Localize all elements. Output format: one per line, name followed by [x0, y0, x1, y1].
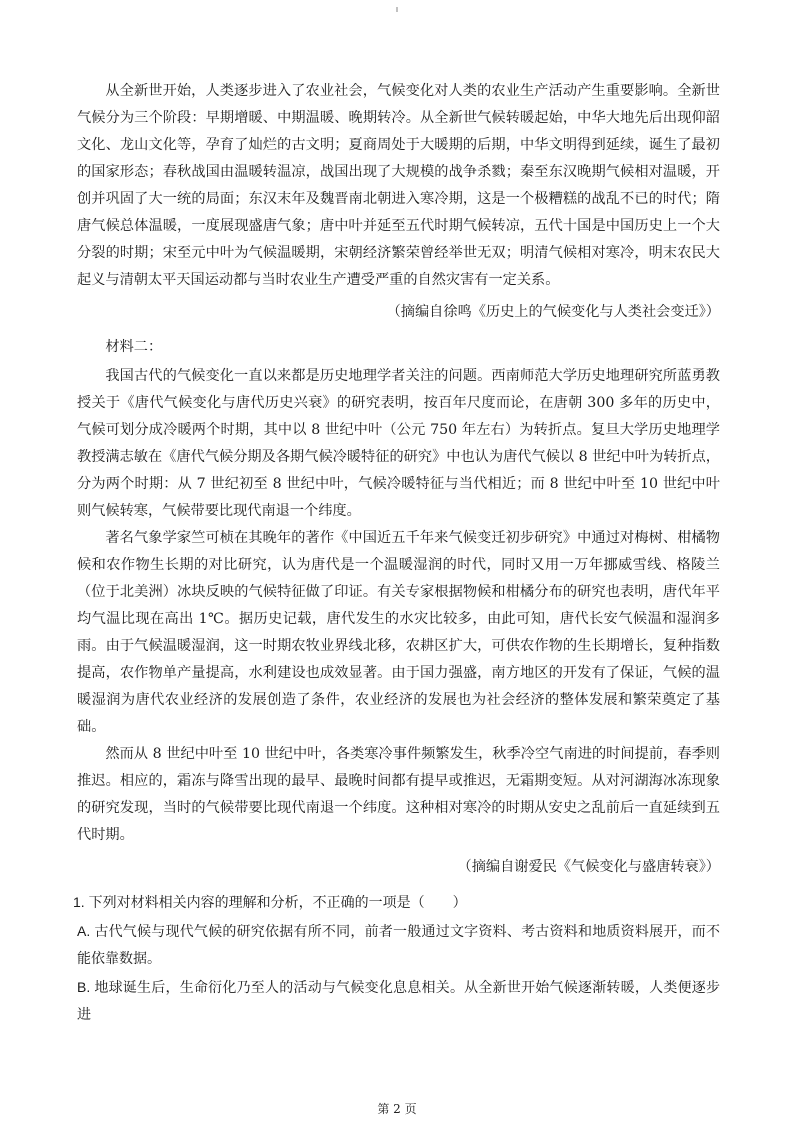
material2-paragraph-1: 我国古代的气候变化一直以来都是历史地理学者关注的问题。西南师范大学历史地理研究所蓝勇教授关于《唐代气候变化与唐代历史兴衰》的研究表明，按百年尺度而论，在唐朝 300 多年的历史中，气候可划分成冷暖两个时期，其中以 8 世纪中叶（公元 750 年左右）为转折点。复旦大学历史地理学教授满志敏在《唐代气候分期及各期气候冷暖特征的研究》中也认为唐代气候以 8 世纪中叶为转折点，分为两个时期：从 7 世纪初至 8 世纪中叶，气候冷暖特征与当代相近；而 8 世纪中叶至 10 世纪中叶则气候转寒，气候带要比现代南退一个纬度。 — [77, 368, 720, 519]
question-1-title: 1. 下列对材料相关内容的理解和分析，不正确的一项是（ ） — [73, 894, 467, 910]
material2-paragraph-3: 然而从 8 世纪中叶至 10 世纪中叶，各类寒冷事件频繁发生，秋季冷空气南进的时间提前，春季则推迟。相应的，霜冻与降雪出现的最早、最晚时间都有提早或推迟，无霜期变短。从对河湖海冰冻现象的研究发现，当时的气候带要比现代南退一个纬度。这种相对寒冷的时期从安史之乱前后一直延续到五代时期。 — [77, 746, 720, 843]
material2-citation: （摘编自谢爱民《气候变化与盛唐转衰》） — [457, 859, 720, 875]
question-1-option-b: B. 地球诞生后，生命衍化乃至人的活动与气候变化息息相关。从全新世开始气候逐渐转暖，人类便逐步进 — [77, 979, 720, 1022]
material2-label: 材料二： — [105, 339, 163, 355]
page-top-mark: ı — [395, 4, 399, 14]
material1-paragraph: 从全新世开始，人类逐步进入了农业社会，气候变化对人类的农业生产活动产生重要影响。全新世气候分为三个阶段：早期增暖、中期温暖、晚期转冷。从全新世气候转暖起始，中华大地先后出现仰韶文化、龙山文化等，孕育了灿烂的古文明；夏商周处于大暖期的后期，中华文明得到延续，诞生了最初的国家形态；春秋战国由温暖转温凉，战国出现了大规模的战争杀戮；秦至东汉晚期气候相对温暖，开创并巩固了大一统的局面；东汉末年及魏晋南北朝进入寒冷期，这是一个极糟糕的战乱不已的时代；隋唐气候总体温暖，一度展现盛唐气象；唐中叶并延至五代时期气候转凉，五代十国是中国历史上一个大分裂的时期；宋至元中叶为气候温暖期，宋朝经济繁荣曾经举世无双；明清气候相对寒冷，明末农民大起义与清朝太平天国运动都与当时农业生产遭受严重的自然灾害有一定关系。 — [77, 83, 720, 288]
page-number-footer: 第 2 页 — [377, 1102, 417, 1116]
question-1-option-a: A. 古代气候与现代气候的研究依据有所不同，前者一般通过文字资料、考古资料和地质资料展开，而不能依靠数据。 — [77, 923, 720, 966]
material1-citation: （摘编自徐鸣《历史上的气候变化与人类社会变迁》） — [386, 304, 720, 320]
material2-paragraph-2: 著名气象学家竺可桢在其晚年的著作《中国近五千年来气候变迁初步研究》中通过对梅树、柑橘物候和农作物生长期的对比研究，认为唐代是一个温暖湿润的时代，同时又用一万年挪威雪线、格陵兰（位于北美洲）冰块反映的气候特征做了印证。有关专家根据物候和柑橘分布的研究也表明，唐代年平均气温比现在高出 1℃。据历史记载，唐代发生的水灾比较多，由此可知，唐代长安气候温和湿润多雨。由于气候温暖湿润，这一时期农牧业界线北移，农耕区扩大，可供农作物的生长期增长，复种指数提高，农作物单产量提高，水利建设也成效显著。由于国力强盛，南方地区的开发有了保证，气候的温暖湿润为唐代农业经济的发展创造了条件，农业经济的发展也为社会经济的整体发展和繁荣奠定了基础。 — [77, 530, 720, 735]
page-content — [73, 78, 720, 1028]
